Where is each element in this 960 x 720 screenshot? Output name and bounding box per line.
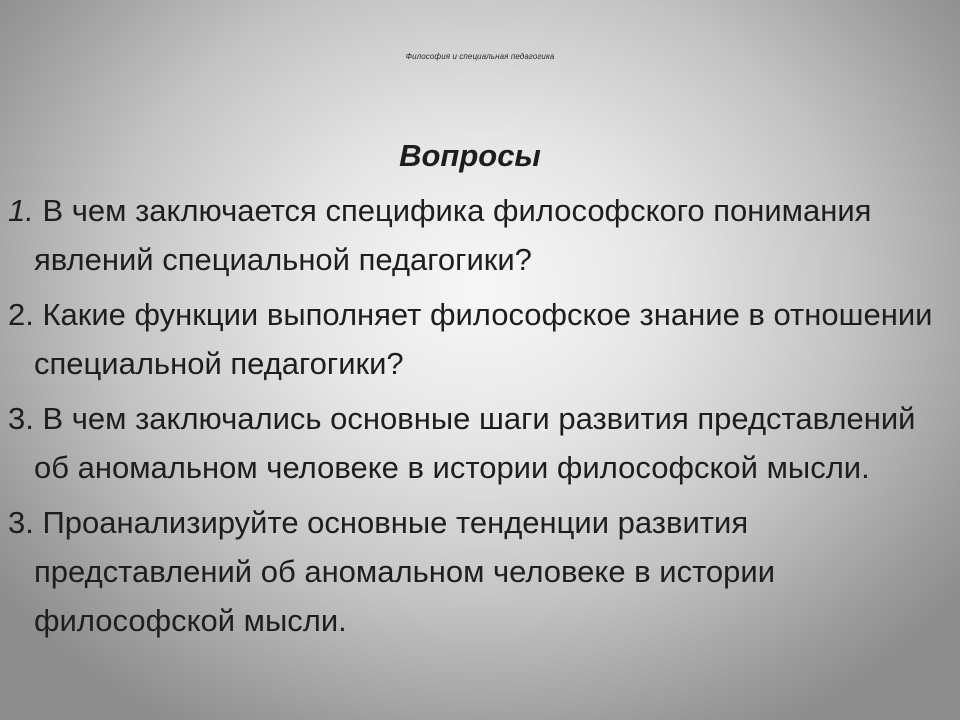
question-text: В чем заключались основные шаги развития представлений об аномальном человеке в истории философской мысли. <box>33 401 916 485</box>
question-item <box>8 498 952 645</box>
questions-heading: Вопросы <box>399 138 541 173</box>
question-number: 1. <box>8 193 34 228</box>
question-text: Проанализируйте основные тенденции развития представлений об аномальном человеке в истории философской мысли. <box>33 505 776 638</box>
question-number: 3. <box>8 401 34 436</box>
question-item <box>8 186 952 284</box>
questions-list <box>8 186 952 651</box>
question-text: В чем заключается специфика философского понимания явлений специальной педагогики? <box>33 193 872 277</box>
question-number: 3. <box>8 505 34 540</box>
question-item <box>8 394 952 492</box>
question-item <box>8 290 952 388</box>
slide-title: Философия и специальная педагогика <box>405 52 555 61</box>
question-number: 2. <box>8 297 34 332</box>
question-text: Какие функции выполняет философское знание в отношении специальной педагогики? <box>33 297 933 381</box>
